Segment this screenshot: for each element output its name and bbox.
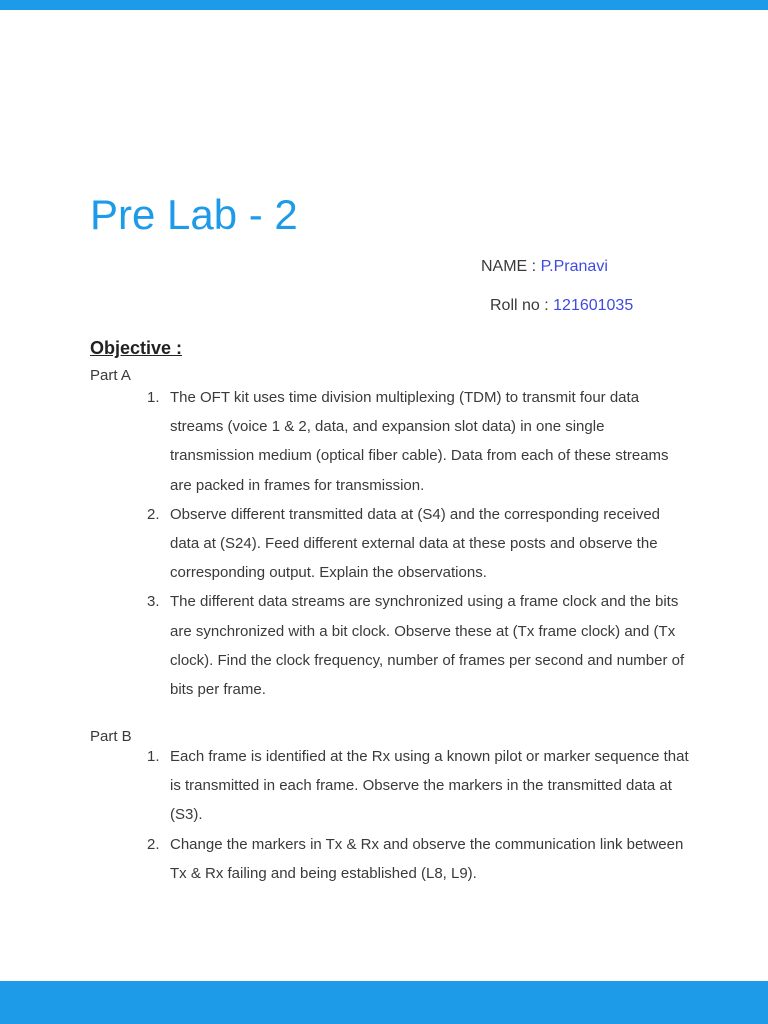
list-item-number: 3.: [147, 593, 160, 611]
list-item-text: The OFT kit uses time division multiplexing (TDM) to transmit four data streams (voice 1 & 2, data, and expansion slot data) in one single transmission medium (optical fiber cable). Data from each of these streams are packed in frames for transmission.: [170, 389, 669, 494]
bottom-accent-bar: [0, 981, 768, 1024]
list-item-text: Each frame is identified at the Rx using a known pilot or marker sequence that is transmitted in each frame. Observe the markers in the transmitted data at (S3).: [170, 748, 689, 824]
list-item-number: 1.: [147, 748, 160, 765]
roll-number-line: [490, 296, 633, 316]
page-title: Pre Lab - 2: [90, 191, 298, 238]
list-item-text: The different data streams are synchronized using a frame clock and the bits are synchronized with a bit clock. Observe these at (Tx frame clock) and (Tx clock). Find the clock frequency, number of frames per second and number of bits per frame.: [170, 593, 685, 699]
list-item: [145, 587, 690, 704]
part-a-label: Part A: [90, 367, 131, 384]
part-b-list: [145, 742, 690, 888]
student-name-line: [481, 257, 608, 277]
list-item-number: 1.: [147, 389, 160, 406]
part-a-list: [145, 383, 690, 704]
roll-label: Roll no :: [490, 297, 554, 314]
list-item-text: Observe different transmitted data at (S4) and the corresponding received data at (S24). Feed different external data at these posts and observe the corresponding output. Explain the observations.: [170, 505, 660, 582]
part-b-label: Part B: [90, 728, 132, 745]
list-item: [145, 383, 690, 500]
list-item-text: Change the markers in Tx & Rx and observe the communication link between Tx & Rx failing and being established (L8, L9).: [170, 835, 684, 882]
name-label: NAME :: [481, 258, 541, 275]
objective-heading: Objective :: [90, 338, 183, 358]
roll-value: 121601035: [553, 297, 634, 314]
top-accent-bar: [0, 0, 768, 10]
list-item: [145, 742, 690, 830]
name-value: P.Pranavi: [540, 258, 608, 275]
list-item: [145, 500, 690, 588]
list-item-number: 2.: [147, 505, 160, 523]
list-item: [145, 830, 690, 888]
list-item-number: 2.: [147, 835, 160, 853]
